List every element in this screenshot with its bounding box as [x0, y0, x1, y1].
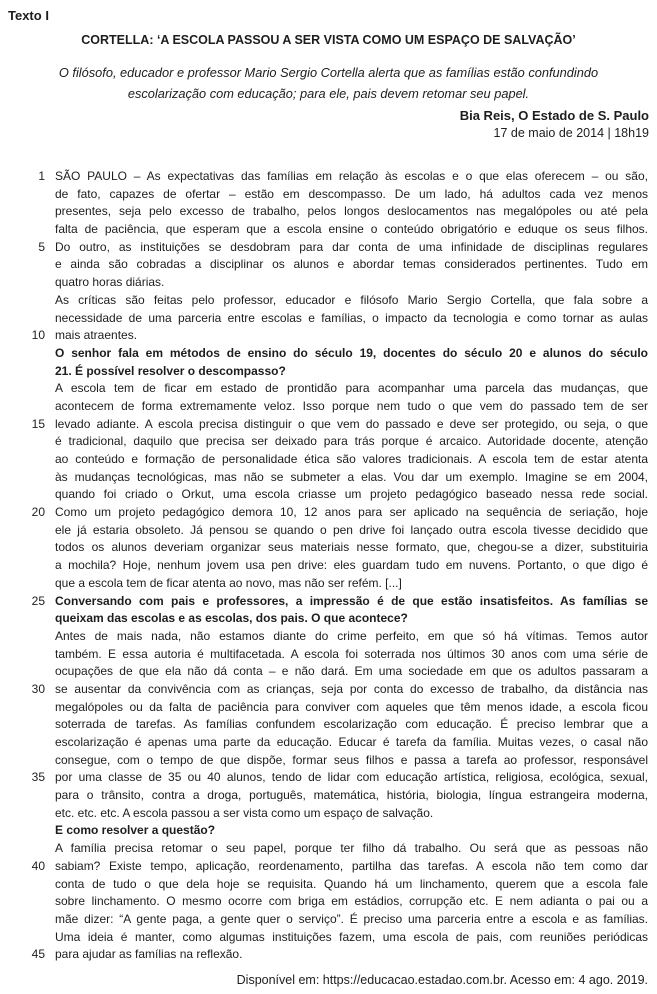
text-line: [0, 663, 657, 681]
text-line: [0, 398, 657, 416]
text-line: [0, 292, 657, 310]
line-text: sabiam? Existe tempo, aplicação, reordenamento, partilha das tarefas. A escola não tem como dar: [55, 858, 648, 873]
line-text: de fato, capazes de ofertar – estão em descompasso. De um lado, há adultos cada vez menos: [55, 186, 648, 201]
line-number: 10: [31, 328, 45, 343]
text-line: [0, 186, 657, 204]
line-text: que a escola tem de ficar atenta ao novo, mas não ser refém. [...]: [55, 575, 402, 590]
text-line: [0, 274, 657, 292]
line-number: 20: [31, 505, 45, 520]
line-text: às mudanças tecnológicas, mas não se submeter a elas. Vou dar um exemplo. Imagine se em 2004,: [55, 469, 648, 484]
text-line: [0, 203, 657, 221]
line-text: soterrada de tarefas. As famílias confundem escolarização com educação. É preciso lembrar que a: [55, 717, 648, 732]
line-text: Do outro, as instituições se desdobram para dar conta de uma infinidade de disciplinas regulares: [55, 239, 648, 254]
line-text: O senhor fala em métodos de ensino do século 19, docentes do século 20 e alunos do século: [55, 345, 648, 360]
text-line: [0, 327, 657, 345]
line-text: A escola tem de ficar em estado de prontidão para acompanhar uma parcela das mudanças, que: [55, 381, 648, 396]
text-line: [0, 911, 657, 929]
line-number: 1: [38, 169, 45, 183]
text-line: [0, 416, 657, 434]
line-text: mais atraentes.: [55, 328, 138, 343]
text-line: [0, 946, 657, 964]
line-text: As críticas são feitas pelo professor, educador e filósofo Mario Sergio Cortella, que fala sobre a: [55, 292, 648, 307]
line-text: ocupações de que ela não dá conta – e não dará. Em uma sociedade em que os adultos passaram a: [55, 664, 648, 679]
line-text: Como um projeto pedagógico demora 10, 12 anos para ser aplicado na sequência de seriação, hoje: [55, 505, 648, 520]
text-body: [0, 168, 657, 964]
text-line: [0, 256, 657, 274]
line-text: para o trânsito, contra a droga, português, matemática, história, biologia, língua estrangeira moderna,: [55, 788, 648, 803]
text-line: [0, 822, 657, 840]
line-text: necessidade de uma parceria entre escolas e famílias, o impacto da tecnologia e como tornar as aulas: [55, 310, 648, 325]
text-line: [0, 486, 657, 504]
line-text: 21. É possível resolver o descompasso?: [55, 363, 286, 378]
line-number: 25: [31, 593, 45, 608]
line-text: quatro horas diárias.: [55, 275, 165, 290]
line-text: também. E essa autoria é multifacetada. A escola foi soterrada nos últimos 30 anos com uma série de: [55, 646, 648, 661]
line-text: escolarização é apenas uma parte da educação. Educar é tarefa da família. Muitas vezes, o casal não: [55, 735, 648, 749]
line-text: por uma classe de 35 ou 40 alunos, tendo de lidar com educação artística, religiosa, ecológica, sexual,: [55, 770, 648, 785]
line-text: conta de tudo o que dela hoje se requisita. Quando há um linchamento, querem que a escola fale: [55, 876, 648, 891]
line-text: se ausentar da convivência com as crianças, seja por conta do excesso de trabalho, da distância nas: [55, 681, 648, 696]
line-text: e ainda são cobradas a disciplinar os alunos e abordar temas considerados pertinentes. Tudo em: [55, 257, 648, 272]
text-line: [0, 628, 657, 646]
line-text: consegue, com o tempo de que dispõe, formar seus filhos e passa a tarefa ao professor, responsável: [55, 752, 648, 767]
text-line: [0, 893, 657, 911]
text-line: [0, 239, 657, 257]
text-line: [0, 221, 657, 239]
text-line: [0, 504, 657, 522]
article-title: CORTELLA: ‘A ESCOLA PASSOU A SER VISTA COMO UM ESPAÇO DE SALVAÇÃO’: [81, 33, 576, 47]
line-text: megalópoles ou da falta de paciência para conviver com aqueles que têm menos idade, a escola ficou: [55, 699, 648, 714]
text-line: [0, 787, 657, 805]
byline: Bia Reis, O Estado de S. Paulo: [459, 108, 649, 123]
line-number: 5: [38, 239, 45, 254]
text-line: [0, 469, 657, 487]
line-text: Antes de mais nada, não estamos diante do crime perfeito, em que só há vítimas. Temos autor: [55, 628, 648, 643]
text-line: [0, 345, 657, 363]
text-line: [0, 699, 657, 717]
text-line: [0, 575, 657, 593]
text-line: [0, 593, 657, 611]
text-line: [0, 858, 657, 876]
line-text: ele já estaria obsoleto. Já pensou se quando o pen drive foi lançado outra escola tivesse decidido que: [55, 522, 648, 537]
text-line: [0, 539, 657, 557]
line-text: acontecem de forma extremamente veloz. Isso porque nem tudo o que vem do passado tem de ser: [55, 398, 648, 413]
line-text: SÃO PAULO – As expectativas das famílias em relação às escolas e o que elas oferecem – ou são,: [55, 169, 648, 183]
line-number: 40: [31, 858, 45, 873]
line-number: 45: [31, 947, 45, 962]
text-line: [0, 769, 657, 787]
line-number: 15: [31, 416, 45, 431]
text-line: [0, 646, 657, 664]
text-line: [0, 805, 657, 823]
article-subtitle: O filósofo, educador e professor Mario Sergio Cortella alerta que as famílias estão confundindo escolarização com educação; para ele, pais devem retomar seu papel.: [58, 65, 599, 101]
text-line: [0, 752, 657, 770]
line-text: presentes, seja pelo excesso de trabalho, pelos longos deslocamentos nas megalópoles ou até pela: [55, 204, 648, 219]
line-text: levado adiante. A escola precisa distinguir o que vem do passado e deve ser protegido, ou seja, o que: [55, 416, 648, 431]
text-line: [0, 610, 657, 628]
line-text: a mochila? Hoje, nenhum jovem usa pen drive: eles guardam tudo em nuvens. Portanto, o que digo é: [55, 558, 648, 573]
line-text: todos os alunos deveriam organizar seus materiais nesse formato, que, chegou-se a dizer, substituiria: [55, 540, 648, 555]
text-line: [0, 451, 657, 469]
line-text: A família precisa retomar o seu papel, porque ter filho dá trabalho. Ou será que as pessoas não: [55, 841, 648, 856]
text-line: [0, 681, 657, 699]
line-text: sobre linchamento. O mesmo ocorre com briga em estádios, corrupção etc. E nem adianta o pai ou a: [55, 894, 648, 909]
line-number: 35: [31, 770, 45, 785]
line-text: quando foi criado o Orkut, uma escola criasse um projeto pedagógico baseado nessa rede social.: [55, 487, 648, 502]
source-citation: Disponível em: https://educacao.estadao.com.br. Acesso em: 4 ago. 2019.: [236, 972, 648, 987]
line-text: é tradicional, daquilo que precisa ser deixado para trás porque é arcaico. Autoridade docente, atenção: [55, 434, 648, 449]
text-line: [0, 522, 657, 540]
line-text: mãe dizer: “A gente paga, a gente quer o serviço”. É preciso uma parceria entre a escola e as famílias.: [55, 911, 648, 926]
line-text: queixam das escolas e as escolas, dos pais. O que acontece?: [55, 611, 408, 626]
text-line: [0, 929, 657, 947]
dateline: 17 de maio de 2014 | 18h19: [493, 126, 649, 140]
text-line: [0, 557, 657, 575]
text-label: Texto I: [8, 8, 49, 23]
text-line: [0, 734, 657, 752]
line-text: Uma ideia é manter, como algumas instituições fazem, uma escola de pais, com reuniões periódicas: [55, 929, 648, 944]
text-line: [0, 876, 657, 894]
text-line: [0, 840, 657, 858]
line-text: Conversando com pais e professores, a impressão é de que estão insatisfeitos. As famílias se: [55, 593, 648, 608]
text-line: [0, 363, 657, 381]
line-text: falta de paciência, que esperam que a escola ensine o conteúdo obrigatório e eduque os seus filhos.: [55, 222, 648, 237]
line-text: para ajudar as famílias na reflexão.: [55, 947, 243, 962]
text-line: [0, 716, 657, 734]
line-text: ao conteúdo e formação de personalidade ética são valores tradicionais. A escola tem de estar atenta: [55, 452, 648, 466]
text-line: [0, 433, 657, 451]
line-text: E como resolver a questão?: [55, 823, 216, 838]
line-number: 30: [31, 681, 45, 696]
line-text: etc. etc. etc. A escola passou a ser vista como um espaço de salvação.: [55, 805, 434, 820]
text-line: [0, 380, 657, 398]
text-line: [0, 310, 657, 328]
text-line: [0, 168, 657, 186]
